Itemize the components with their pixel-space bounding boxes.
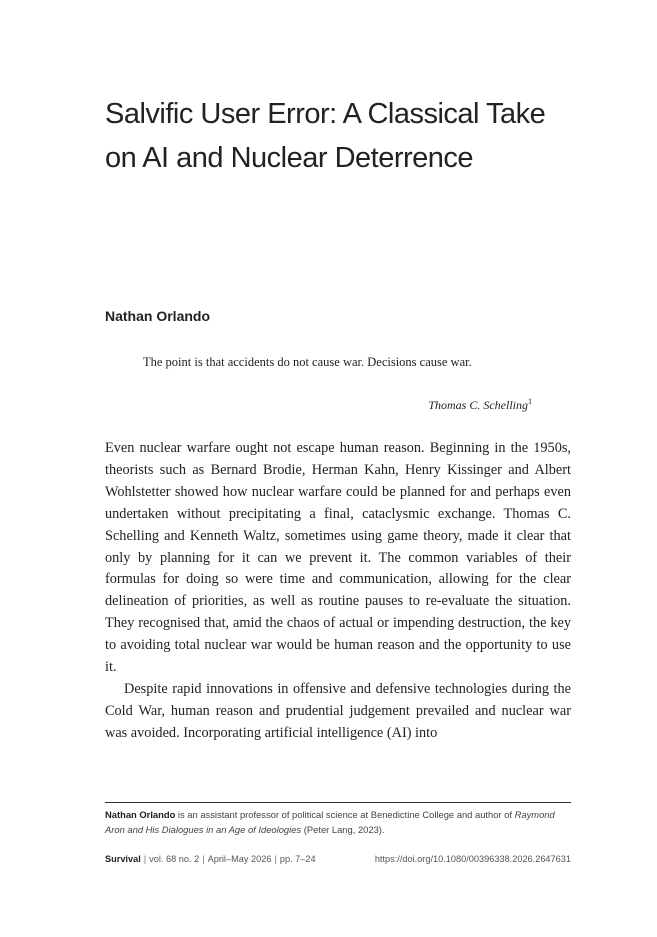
author-name: Nathan Orlando bbox=[105, 308, 211, 324]
journal-info bbox=[105, 854, 316, 864]
journal-volume: vol. 68 no. 2 bbox=[149, 854, 200, 864]
footnote-marker[interactable]: 1 bbox=[528, 397, 532, 406]
author-bio bbox=[105, 808, 571, 837]
page-footer bbox=[105, 854, 571, 864]
journal-name: Survival bbox=[105, 854, 141, 864]
bio-author-name: Nathan Orlando bbox=[105, 809, 176, 820]
bio-text: is an assistant professor of political science at Benedictine College and author of bbox=[175, 809, 515, 820]
bio-book-title: Raymond Aron and His Dialogues in an Age of Ideologies bbox=[105, 809, 555, 835]
separator: | bbox=[274, 854, 277, 864]
separator: | bbox=[202, 854, 205, 864]
epigraph-attribution bbox=[428, 398, 532, 413]
article-body bbox=[105, 438, 571, 745]
article-title-line-2: on AI and Nuclear Deterrence bbox=[105, 142, 474, 174]
body-paragraph-2: Despite rapid innovations in offensive and defensive technologies during the Cold War, human reason and prudential judgement prevailed and nuclear war was avoided. Incorporating artificial intelligence (AI) into bbox=[105, 680, 571, 741]
page-range: pp. 7–24 bbox=[279, 854, 316, 864]
article-title bbox=[105, 92, 585, 180]
bio-publisher: (Peter Lang, 2023). bbox=[301, 823, 385, 835]
doi-link[interactable]: https://doi.org/10.1080/00396338.2026.2647631 bbox=[374, 854, 571, 864]
epigraph-attribution-name: Thomas C. Schelling bbox=[428, 398, 528, 412]
body-paragraph-1: Even nuclear warfare ought not escape human reason. Beginning in the 1950s, theorists such as Bernard Brodie, Herman Kahn, Henry Kissinger and Albert Wohlstetter showed how nuclear warfare could be planned for and perhaps even undertaken without precipitating a final, cataclysmic exchange. Thomas C. Schelling and Kenneth Waltz, sometimes using game theory, made it clear that only by planning for it can we prevent it. The common variables of their formulas for doing so were time and communication, allowing for the clear delineation of priorities, as well as routine pauses to re-evaluate the situation. They recognised that, amid the chaos of actual or impending destruction, the key to avoiding total nuclear war would be human reason and the opportunity to use it. bbox=[105, 440, 571, 676]
separator: | bbox=[143, 854, 147, 864]
journal-date: April–May 2026 bbox=[207, 854, 272, 864]
footnote-divider bbox=[105, 802, 571, 803]
epigraph-quote: The point is that accidents do not cause war. Decisions cause war. bbox=[143, 355, 472, 369]
article-title-line-1: Salvific User Error: A Classical Take bbox=[105, 98, 546, 130]
